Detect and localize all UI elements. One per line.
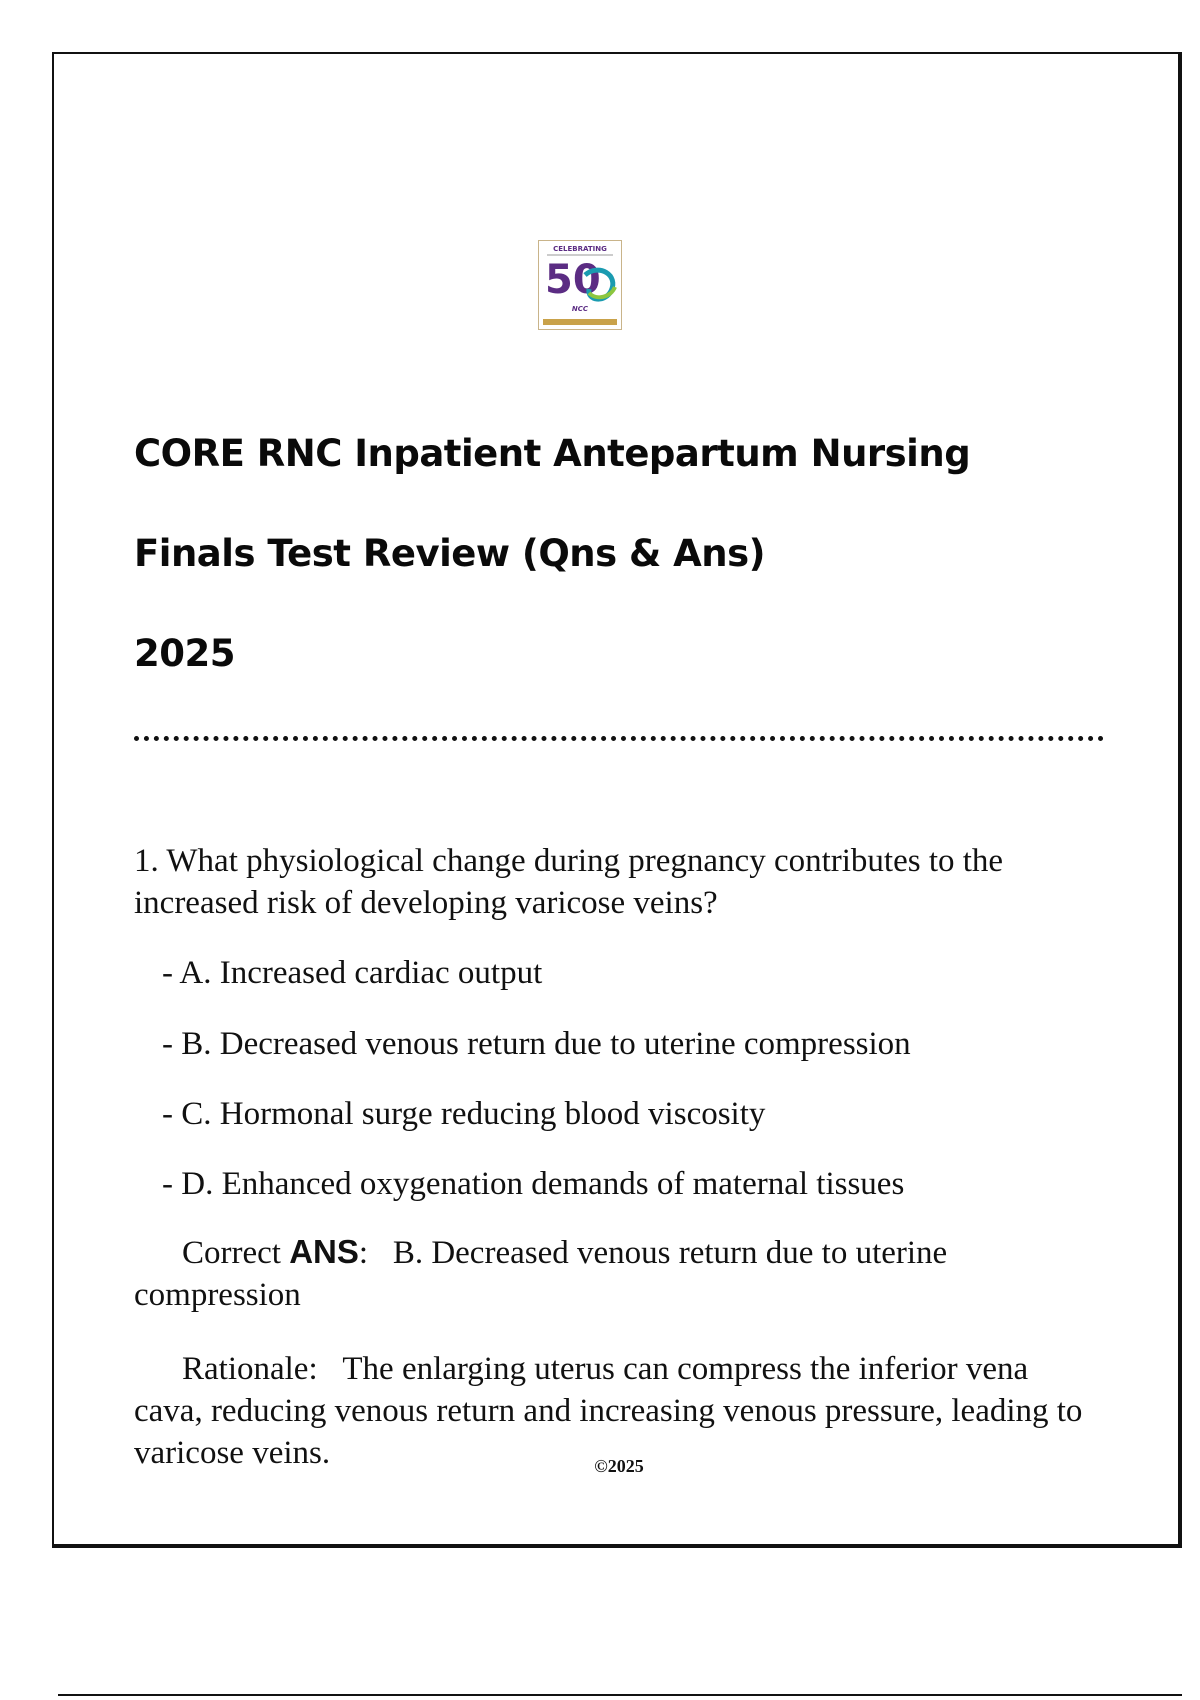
copyright: ©2025	[594, 1456, 644, 1476]
option-d: - D. Enhanced oxygenation demands of maternal tissues	[162, 1166, 905, 1202]
page-frame	[52, 52, 1182, 1548]
option-c: - C. Hormonal surge reducing blood viscosity	[162, 1096, 766, 1132]
title-line-2: Finals Test Review (Qns & Ans)	[134, 532, 766, 575]
title-line-1: CORE RNC Inpatient Antepartum Nursing	[134, 432, 971, 475]
dotted-separator	[134, 736, 1104, 741]
logo-top-text: CELEBRATING	[553, 245, 607, 253]
bottom-rule	[58, 1694, 1182, 1696]
logo-graphic	[539, 241, 621, 329]
option-b: - B. Decreased venous return due to uterine compression	[162, 1026, 911, 1062]
answer-colon: :	[358, 1235, 369, 1271]
answer-prefix: Correct	[182, 1235, 290, 1271]
answer-text: B. Decreased venous return due to uterine compression	[134, 1235, 948, 1313]
rationale-text: The enlarging uterus can compress the inferior vena cava, reducing venous return and increasing venous pressure, leading to varicose veins.	[134, 1351, 1083, 1471]
question-text: 1. What physiological change during pregnancy contributes to the increased risk of developing varicose veins?	[134, 843, 1004, 921]
logo-number: 50	[545, 257, 601, 303]
option-a: - A. Increased cardiac output	[162, 955, 543, 991]
answer-label: ANS	[289, 1233, 359, 1270]
rationale-label: Rationale:	[182, 1351, 318, 1387]
logo-brand: NCC	[571, 305, 589, 313]
celebrating-50-logo	[538, 240, 622, 330]
title-line-3: 2025	[134, 632, 235, 675]
correct-answer	[134, 1231, 1104, 1316]
